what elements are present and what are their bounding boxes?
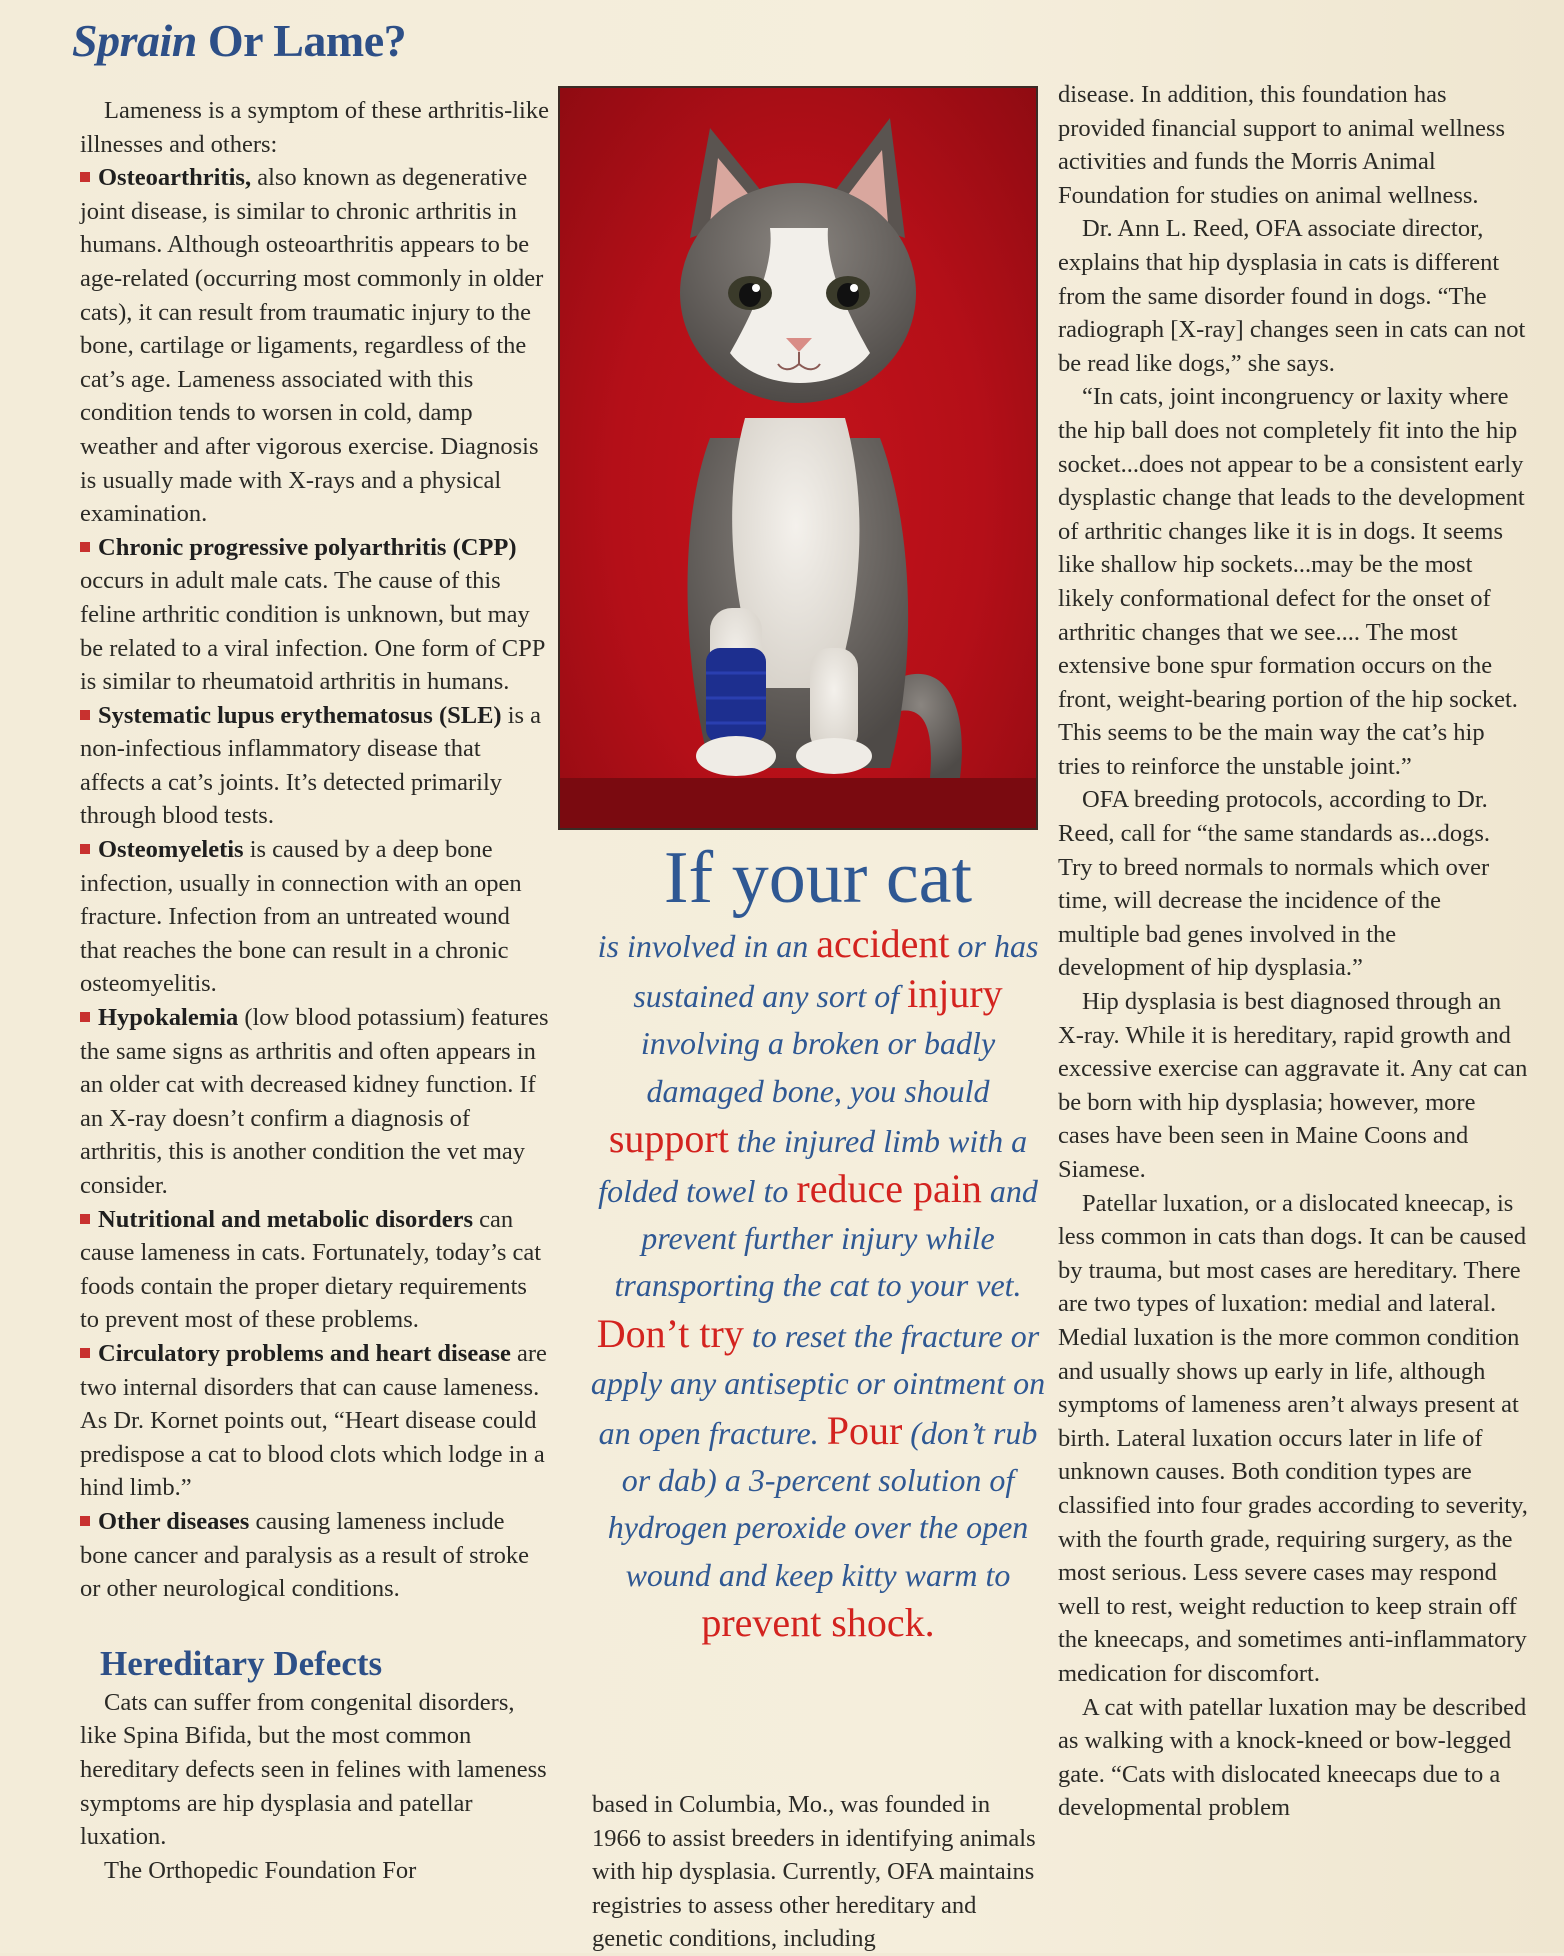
body-paragraph: OFA breeding protocols, according to Dr. Reed, call for “the same standards as...dogs. Try to breed normals to normals which over time, will decrease the incidence of the multiple bad genes involved in the development of hip dysplasia.” [1058,786,1491,982]
intro-paragraph: Lameness is a symptom of these arthritis-like illnesses and others: [80,97,549,158]
list-item [80,833,550,1001]
bullet-square-icon [80,542,90,552]
title-italic: Sprain [72,15,197,66]
item-text: occurs in adult male cats. The cause of this feline arthritic condition is unknown, but may be related to a viral infection. One form of CPP is similar to rheumatoid arthritis in humans. [80,567,545,696]
list-item [80,699,550,833]
pq-text: to reset the fracture or apply any antiseptic or ointment on an open fracture. [590,1317,1046,1452]
bullet-square-icon [80,172,90,182]
section-paragraph: Cats can suffer from congenital disorders, like Spina Bifida, but the most common hereditary defects seen in felines with lameness symptoms are hip dysplasia and patellar luxation. [80,1688,547,1851]
pq-text: the injured limb with a folded towel to [598,1122,1028,1210]
item-text: is caused by a deep bone infection, usually in connection with an open fracture. Infection from an untreated wound that reaches the bone can result in a chronic osteomyelitis. [80,836,522,998]
item-text: causing lameness include bone cancer and paralysis as a result of stroke or other neurological conditions. [80,1507,529,1603]
right-column [1058,78,1528,1825]
kitten-photo [558,86,1038,830]
bullet-square-icon [80,844,90,854]
item-term: Circulatory problems and heart disease [98,1339,511,1367]
list-item [80,1505,550,1606]
pq-text: involving a broken or badly damaged bone, you should [640,1025,996,1109]
body-paragraph: A cat with patellar luxation may be described as walking with a knock-kneed or bow-legged gate. “Cats with dislocated kneecaps due to a developmental problem [1058,1693,1527,1822]
pq-highlight: injury [907,971,1003,1017]
page-title [72,14,406,67]
pq-text: and prevent further injury while transporting the cat to your vet. [614,1173,1038,1304]
pull-quote [588,838,1048,1649]
pq-text: is involved in an [597,928,809,964]
section-heading: Hereditary Defects [100,1643,383,1683]
bullet-square-icon [80,1516,90,1526]
item-term: Chronic progressive polyarthritis (CPP) [98,533,517,561]
body-paragraph: Patellar luxation, or a dislocated kneecap, is less common in cats than dogs. It can be caused by trauma, but most cases are hereditary. There are two types of luxation: medial and lateral. Medial luxation is the more common condition and usually shows up early in life, although symptoms of lameness aren’t always present at birth. Lateral luxation occurs later in life of unknown causes. Both condition types are classified into four grades according to severity, with the fourth grade, requiring surgery, as the most serious. Less severe cases may respond well to rest, weight reduction to keep strain off the kneecaps, and sometimes anti-inflammatory medication for discomfort. [1058,1189,1528,1687]
pq-highlight: prevent shock. [701,1599,935,1645]
bullet-square-icon [80,710,90,720]
pq-highlight: accident [816,921,950,966]
body-paragraph: based in Columbia, Mo., was founded in 1966 to assist breeders in identifying animals with hip dysplasia. Currently, OFA maintains registries to assess other hereditary and genetic conditions, including [592,1791,1036,1953]
pq-highlight: support [608,1115,729,1161]
section-paragraph: The Orthopedic Foundation For [104,1856,417,1884]
item-term: Systematic lupus erythematosus (SLE) [98,701,502,729]
item-term: Osteomyeletis [98,836,244,864]
item-term: Other diseases [98,1507,250,1535]
bullet-square-icon [80,1214,90,1224]
list-item [80,531,550,699]
item-term: Nutritional and metabolic disorders [98,1205,473,1233]
bullet-square-icon [80,1348,90,1358]
item-text: can cause lameness in cats. Fortunately, today’s cat foods contain the proper dietary requirements to prevent most of these problems. [80,1205,542,1334]
pq-highlight: reduce pain [796,1166,982,1212]
item-term: Osteoarthritis, [98,164,252,192]
item-text: (low blood potassium) features the same signs as arthritis and often appears in an older cat with decreased kidney function. If an X-ray doesn’t confirm a diagnosis of arthritis, this is another condition the vet may consider. [80,1004,549,1199]
item-text: are two internal disorders that can cause lameness. As Dr. Kornet points out, “Heart disease could predispose a cat to blood clots which lodge in a hind limb.” [80,1339,547,1502]
item-text: is a non-infectious inflammatory disease that affects a cat’s joints. It’s detected primarily through blood tests. [80,701,542,830]
item-text: also known as degenerative joint disease, is similar to chronic arthritis in humans. Although osteoarthritis appears to be age-related (occurring most commonly in older cats), it can result from traumatic injury to the bone, cartilage or ligaments, regardless of the cat’s age. Lameness associated with this condition tends to worsen in cold, damp weather and after vigorous exercise. Diagnosis is usually made with X-rays and a physical examination. [80,164,544,528]
title-rest: Or Lame? [207,15,407,66]
body-paragraph: “In cats, joint incongruency or laxity where the hip ball does not completely fit into the hip socket...does not appear to be a consistent early dysplastic change that leads to the development of arthritic changes like it is in dogs. It seems like shallow hip sockets...may be the most likely conformational defect for the onset of arthritic changes that we see.... The most extensive bone spur formation occurs on the front, weight-bearing portion of the hip socket. This seems to be the main way the cat’s hip tries to reinforce the unstable joint.” [1058,383,1525,780]
list-item [80,1001,550,1203]
pq-text: or has sustained any sort of [633,928,1039,1015]
list-item [80,1337,550,1505]
body-paragraph: Dr. Ann L. Reed, OFA associate director, explains that hip dysplasia in cats is different from the same disorder found in dogs. “The radiograph [X-ray] changes seen in cats can not be read like dogs,” she says. [1058,215,1526,377]
bullet-square-icon [80,1012,90,1022]
kitten-illustration [560,88,1036,828]
pull-quote-lead: If your cat [663,837,973,919]
left-column [80,94,550,1887]
middle-column-text [592,1788,1044,1956]
item-term: Hypokalemia [98,1004,239,1032]
list-item [80,161,550,531]
pq-highlight: Don’t try [596,1310,744,1356]
body-paragraph: disease. In addition, this foundation has provided financial support to animal wellness activities and funds the Morris Animal Foundation for studies on animal wellness. [1058,81,1506,209]
pq-text: (don’t rub or dab) a 3-percent solution of hydrogen peroxide over the open wound and keep kitty warm to [607,1415,1038,1593]
pq-highlight: Pour [826,1408,903,1454]
list-item [80,1203,550,1337]
body-paragraph: Hip dysplasia is best diagnosed through an X-ray. While it is hereditary, rapid growth and excessive exercise can aggravate it. Any cat can be born with hip dysplasia; however, more cases have been seen in Maine Coons and Siamese. [1058,988,1528,1183]
